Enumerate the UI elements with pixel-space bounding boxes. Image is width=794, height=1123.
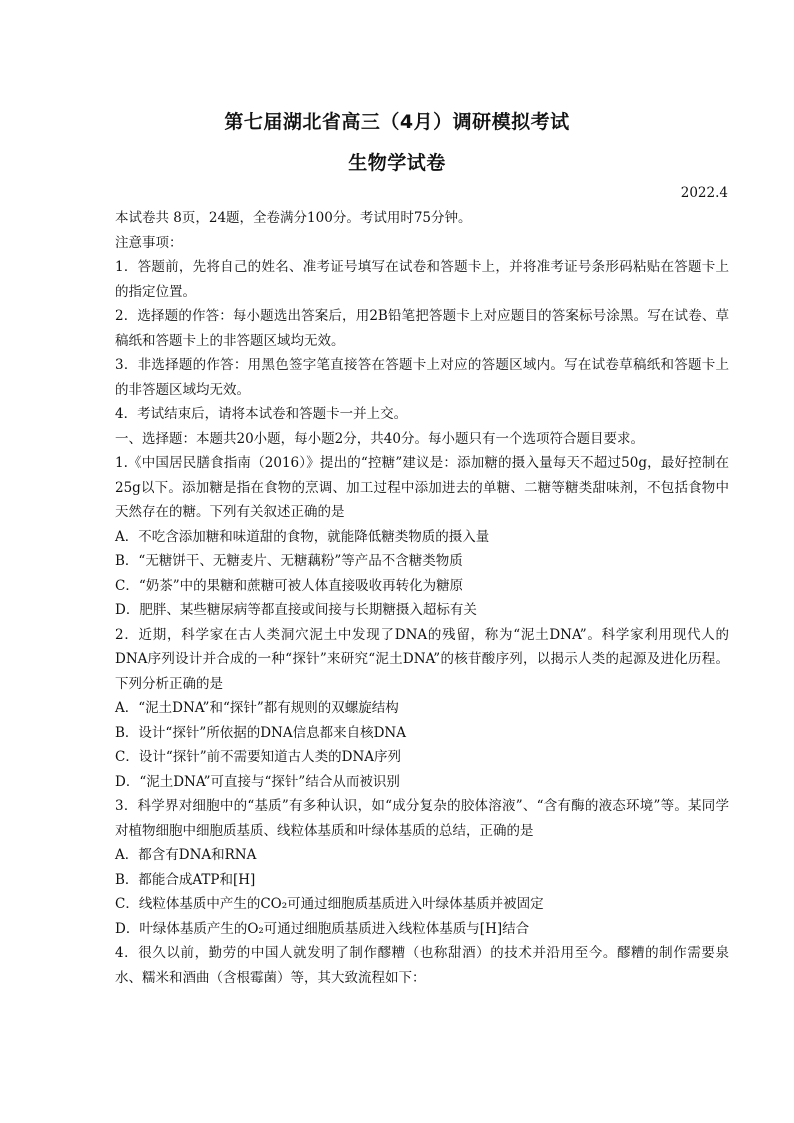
exam-title: 第七届湖北省高三（4月）调研模拟考试	[224, 111, 570, 133]
intro-text: 本试卷共 8页，24题，全卷满分100分。考试用时75分钟。	[115, 210, 472, 226]
question-option: B．都能合成ATP和[H]	[115, 871, 256, 888]
question-option: C．设计“探针”前不需要知道古人类的DNA序列	[115, 749, 402, 765]
note-item: 3．非选择题的作答：用黑色签字笔直接答在答题卡上对应的答题区域内。写在试卷草稿纸和答题卡上的非答题区域均无效。	[115, 357, 729, 398]
question-option: D．肥胖、某些糖尿病等都直接或间接与长期糖摄入超标有关	[115, 602, 477, 618]
section-heading: 一、选择题：本题共20小题，每小题2分，共40分。每小题只有一个选项符合题目要求。	[115, 430, 644, 447]
question-stem: 1.《中国居民膳食指南（2016）》提出的“控糖”建议是：添加糖的摄入量每天不超过50g，最好控制在25g以下。添加糖是指在食物的烹调、加工过程中添加进去的单糖、二糖等糖类甜味剂，不包括食物中天然存在的糖。下列有关叙述正确的是	[115, 455, 729, 520]
question-stem: 2．近期，科学家在古人类洞穴泥土中发现了DNA的残留，称为“泥土DNA”。科学家利用现代人的DNA序列设计并合成的一种“探针”来研究“泥土DNA”的核苷酸序列，以揭示人类的起源及进化历程。下列分析正确的是	[115, 626, 729, 692]
exam-body	[115, 206, 729, 990]
exam-date: 2022.4	[680, 185, 728, 201]
question-option: C．“奶茶”中的果糖和蔗糖可被人体直接吸收再转化为糖原	[115, 577, 464, 594]
question-option: B．设计“探针”所依据的DNA信息都来自核DNA	[115, 724, 406, 741]
question-option: D．“泥土DNA”可直接与“探针”结合从而被识别	[115, 773, 400, 790]
subject-title: 生物学试卷	[348, 152, 446, 174]
question-option: C．线粒体基质中产生的CO₂可通过细胞质基质进入叶绿体基质并被固定	[115, 896, 544, 912]
question-stem: 3．科学界对细胞中的“基质”有多种认识，如“成分复杂的胶体溶液”、“含有酶的液态环境”等。某同学对植物细胞中细胞质基质、线粒体基质和叶绿体基质的总结，正确的是	[115, 798, 729, 839]
note-item: 1．答题前，先将自己的姓名、准考证号填写在试卷和答题卡上，并将准考证号条形码粘贴在答题卡上的指定位置。	[115, 259, 729, 300]
question-option: A．“泥土DNA”和“探针”都有规则的双螺旋结构	[115, 700, 399, 716]
question-option: A．都含有DNA和RNA	[115, 847, 257, 863]
note-item: 2．选择题的作答：每小题选出答案后，用2B铅笔把答题卡上对应题目的答案标号涂黑。写在试卷、草稿纸和答题卡上的非答题区域均无效。	[115, 308, 729, 349]
question-option: A．不吃含添加糖和味道甜的食物，就能降低糖类物质的摄入量	[115, 528, 490, 545]
question-option: D．叶绿体基质产生的O₂可通过细胞质基质进入线粒体基质与[H]结合	[115, 920, 530, 937]
note-item: 4．考试结束后，请将本试卷和答题卡一并上交。	[115, 406, 408, 422]
question-option: B．“无糖饼干、无糖麦片、无糖藕粉”等产品不含糖类物质	[115, 553, 463, 569]
notes-heading: 注意事项：	[115, 234, 183, 251]
question-stem: 4．很久以前，勤劳的中国人就发明了制作醪糟（也称甜酒）的技术并沿用至今。醪糟的制作需要泉水、糯米和酒曲（含根霉菌）等，其大致流程如下：	[115, 945, 729, 986]
